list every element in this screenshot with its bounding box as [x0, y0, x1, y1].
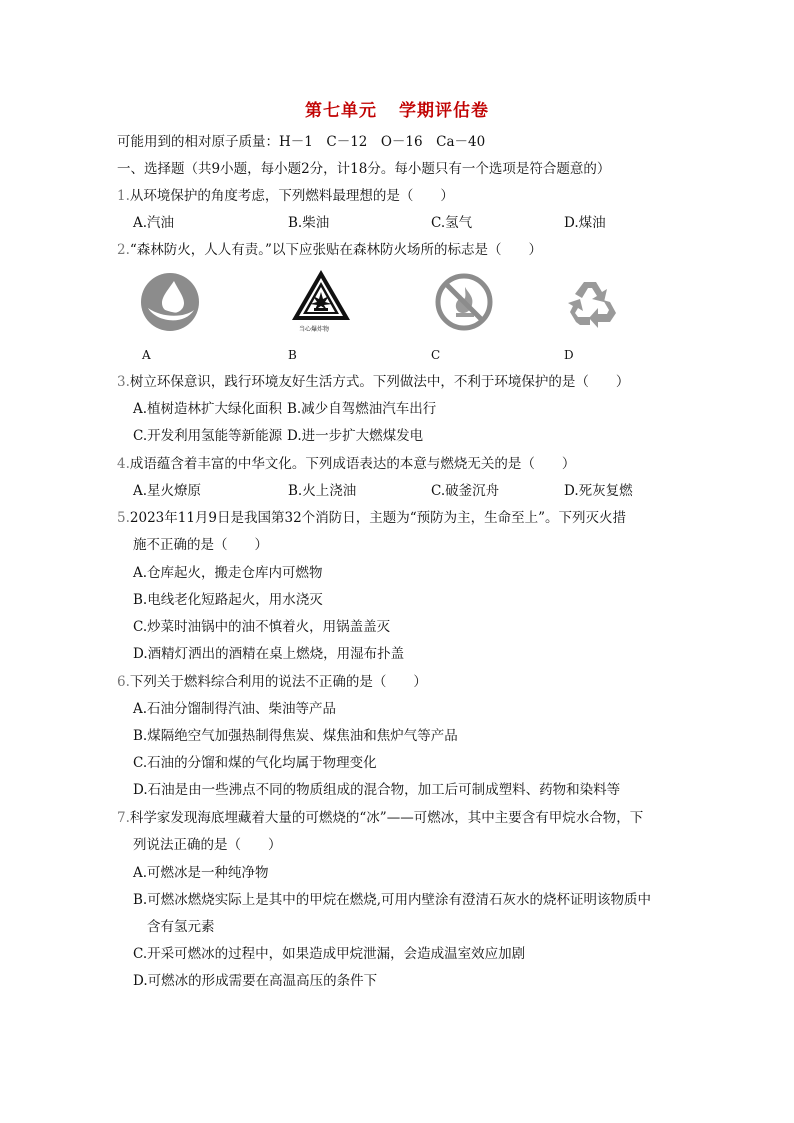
title-unit: 第七单元: [305, 101, 377, 121]
recycle-icon: [560, 272, 620, 332]
option-b-cont: 含有氢元素: [147, 919, 215, 935]
option-b: B.火上浇油: [288, 483, 357, 499]
option-d: D.酒精灯洒出的酒精在桌上燃烧，用湿布扑盖: [133, 646, 405, 662]
question-5-cont: 施不正确的是（ ）: [133, 537, 268, 553]
option-d: D.死灰复燃: [564, 483, 633, 499]
section-header: 一、选择题（共9小题，每小题2分，计18分。每小题只有一个选项是符合题意的）: [117, 161, 611, 177]
question-stem: “森林防火，人人有责。”以下应张贴在森林防火场所的标志是（ ）: [129, 242, 542, 258]
option-a: A.星火燎原: [133, 483, 202, 499]
option-a: A.植树造林扩大绿化面积: [133, 401, 283, 417]
sign-label-d: D: [564, 348, 574, 362]
option-b: B.可燃冰燃烧实际上是其中的甲烷在燃烧,可用内壁涂有澄清石灰水的烧杯证明该物质中: [133, 892, 652, 908]
question-stem: 科学家发现海底埋藏着大量的可燃烧的“冰”——可燃冰，其中主要含有甲烷水合物，下: [129, 810, 644, 826]
question-stem: 树立环保意识，践行环境友好生活方式。下列做法中，不利于环境保护的是（ ）: [129, 374, 630, 390]
option-c: C.破釜沉舟: [431, 483, 500, 499]
question-number: 4.: [117, 456, 130, 472]
question-number: 7.: [117, 810, 130, 826]
question-4: [117, 455, 575, 473]
sign-label-c: C: [431, 348, 441, 362]
question-7-cont: 列说法正确的是（ ）: [133, 837, 282, 853]
option-d: D.可燃冰的形成需要在高温高压的条件下: [133, 973, 378, 989]
sign-label-b: B: [288, 348, 297, 362]
option-a: A.可燃冰是一种纯净物: [133, 865, 269, 881]
option-c: C.氢气: [431, 215, 473, 231]
water-saving-icon: [140, 272, 200, 332]
question-number: 2.: [117, 242, 130, 258]
no-fire-icon: [434, 272, 494, 332]
option-b: B.柴油: [288, 215, 330, 231]
option-d: D.煤油: [564, 215, 606, 231]
option-b: B.煤隔绝空气加强热制得焦炭、煤焦油和焦炉气等产品: [133, 728, 458, 744]
sign-b-caption: 当心爆炸物: [299, 326, 330, 333]
question-number: 3.: [117, 374, 130, 390]
atomic-masses: 可能用到的相对原子质量：H－1 C－12 O－16 Ca－40: [117, 134, 486, 150]
question-number: 5.: [117, 510, 130, 526]
question-7: [117, 809, 643, 827]
option-d: D.石油是由一些沸点不同的物质组成的混合物，加工后可制成塑料、药物和染料等: [133, 782, 621, 798]
option-c: C.石油的分馏和煤的气化均属于物理变化: [133, 755, 377, 771]
sign-label-a: A: [142, 348, 151, 362]
question-stem: 从环境保护的角度考虑，下列燃料最理想的是（ ）: [129, 188, 454, 204]
question-stem: 2023年11月9日是我国第32个消防日，主题为“预防为主，生命至上”。下列灭火措: [129, 510, 626, 526]
question-number: 6.: [117, 674, 130, 690]
option-c: C.炒菜时油锅中的油不慎着火，用锅盖盖灭: [133, 619, 391, 635]
title-exam: 学期评估卷: [399, 101, 489, 121]
option-a: A.石油分馏制得汽油、柴油等产品: [133, 701, 337, 717]
question-5: [117, 509, 626, 527]
question-3: [117, 373, 629, 391]
question-stem: 下列关于燃料综合利用的说法不正确的是（ ）: [129, 674, 427, 690]
option-a: A.汽油: [133, 215, 175, 231]
option-b: B.电线老化短路起火，用水浇灭: [133, 592, 323, 608]
option-c: C.开采可燃冰的过程中，如果造成甲烷泄漏，会造成温室效应加剧: [133, 946, 526, 962]
question-1: [117, 187, 454, 205]
option-d: D.进一步扩大燃煤发电: [287, 428, 424, 444]
option-b: B.减少自驾燃油汽车出行: [287, 401, 437, 417]
option-c: C.开发利用氢能等新能源: [133, 428, 283, 444]
option-a: A.仓库起火，搬走仓库内可燃物: [133, 565, 323, 581]
question-number: 1.: [117, 188, 130, 204]
page-title: [0, 96, 794, 121]
question-6: [117, 673, 427, 691]
question-2: [117, 241, 542, 259]
question-stem: 成语蕴含着丰富的中华文化。下列成语表达的本意与燃烧无关的是（ ）: [129, 456, 576, 472]
